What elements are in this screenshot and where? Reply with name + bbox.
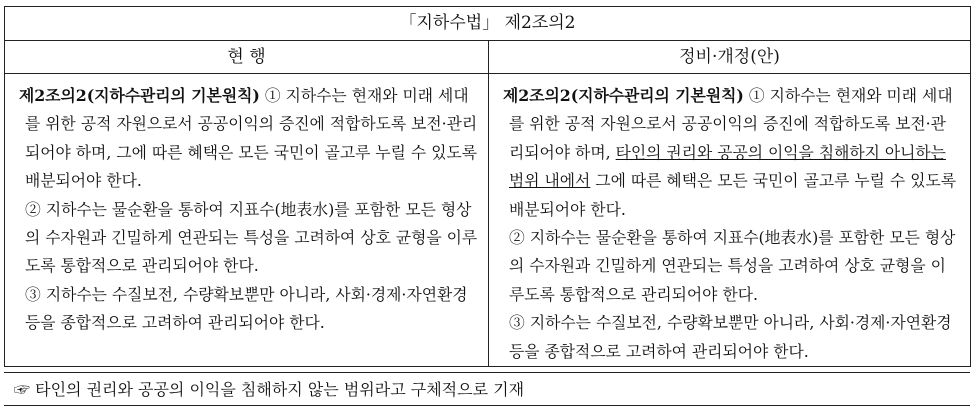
revised-paragraph-2: ② 지하수는 물순환을 통하여 지표수(地表水)를 포함한 모든 형상의 수자원과 긴밀하게 연관되는 특성을 고려하여 상호 균형을 이루도록 통합적으로 관리되어야 한다.: [509, 228, 956, 304]
revised-paragraph-1: [503, 82, 960, 224]
revised-text-cell: [489, 74, 971, 367]
table-title: 「지하수법」 제2조의2: [5, 7, 971, 41]
comparison-table: [4, 6, 971, 367]
revised-paragraph-3: ③ 지하수는 수질보전, 수량확보뿐만 아니라, 사회·경제·자연환경 등을 종합적으로 고려하여 관리되어야 한다.: [509, 313, 952, 361]
remark-text: 타인의 권리와 공공의 이익을 침해하지 않는 범위라고 구체적으로 기재: [35, 380, 525, 399]
revised-p1-before: ① 지하수는 현재와 미래 세대를 위한 공적 자원으로서 공공이익의 증진에 적합하도록 보전·관리되어야 하며,: [509, 86, 953, 162]
current-text-cell: [5, 74, 489, 367]
current-paragraph-2: ② 지하수는 물순환을 통하여 지표수(地表水)를 포함한 모든 형상의 수자원과 긴밀하게 연관되는 특성을 고려하여 상호 균형을 이루도록 통합적으로 관리되어야 한다.: [25, 199, 478, 276]
column-header-revised: 정비·개정(안): [489, 41, 971, 74]
column-header-current: 현 행: [5, 41, 489, 74]
current-paragraph-1: [19, 82, 478, 196]
revised-article-heading: 제2조의2(지하수관리의 기본원칙): [503, 86, 744, 105]
current-paragraph-3: ③ 지하수는 수질보전, 수량확보뿐만 아니라, 사회·경제·자연환경 등을 종합적으로 고려하여 관리되어야 한다.: [25, 284, 468, 333]
pointing-hand-icon: ☞: [14, 380, 31, 399]
current-article-heading: 제2조의2(지하수관리의 기본원칙): [19, 86, 260, 105]
current-p1-text: ① 지하수는 현재와 미래 세대를 위한 공적 자원으로서 공공이익의 증진에 적합하도록 보전·관리되어야 하며, 그에 따른 혜택은 모든 국민이 골고루 누릴 수 있도록 배분되어야 한다.: [25, 86, 478, 191]
revised-underlined-amendment: 타인의 권리와 공공의 이익을 침해하지 아니하는 범위 내에서: [509, 142, 946, 191]
remark-note: [4, 372, 970, 406]
revised-p1-after: 그에 따른 혜택은 모든 국민이 골고루 누릴 수 있도록 배분되어야 한다.: [509, 171, 956, 219]
